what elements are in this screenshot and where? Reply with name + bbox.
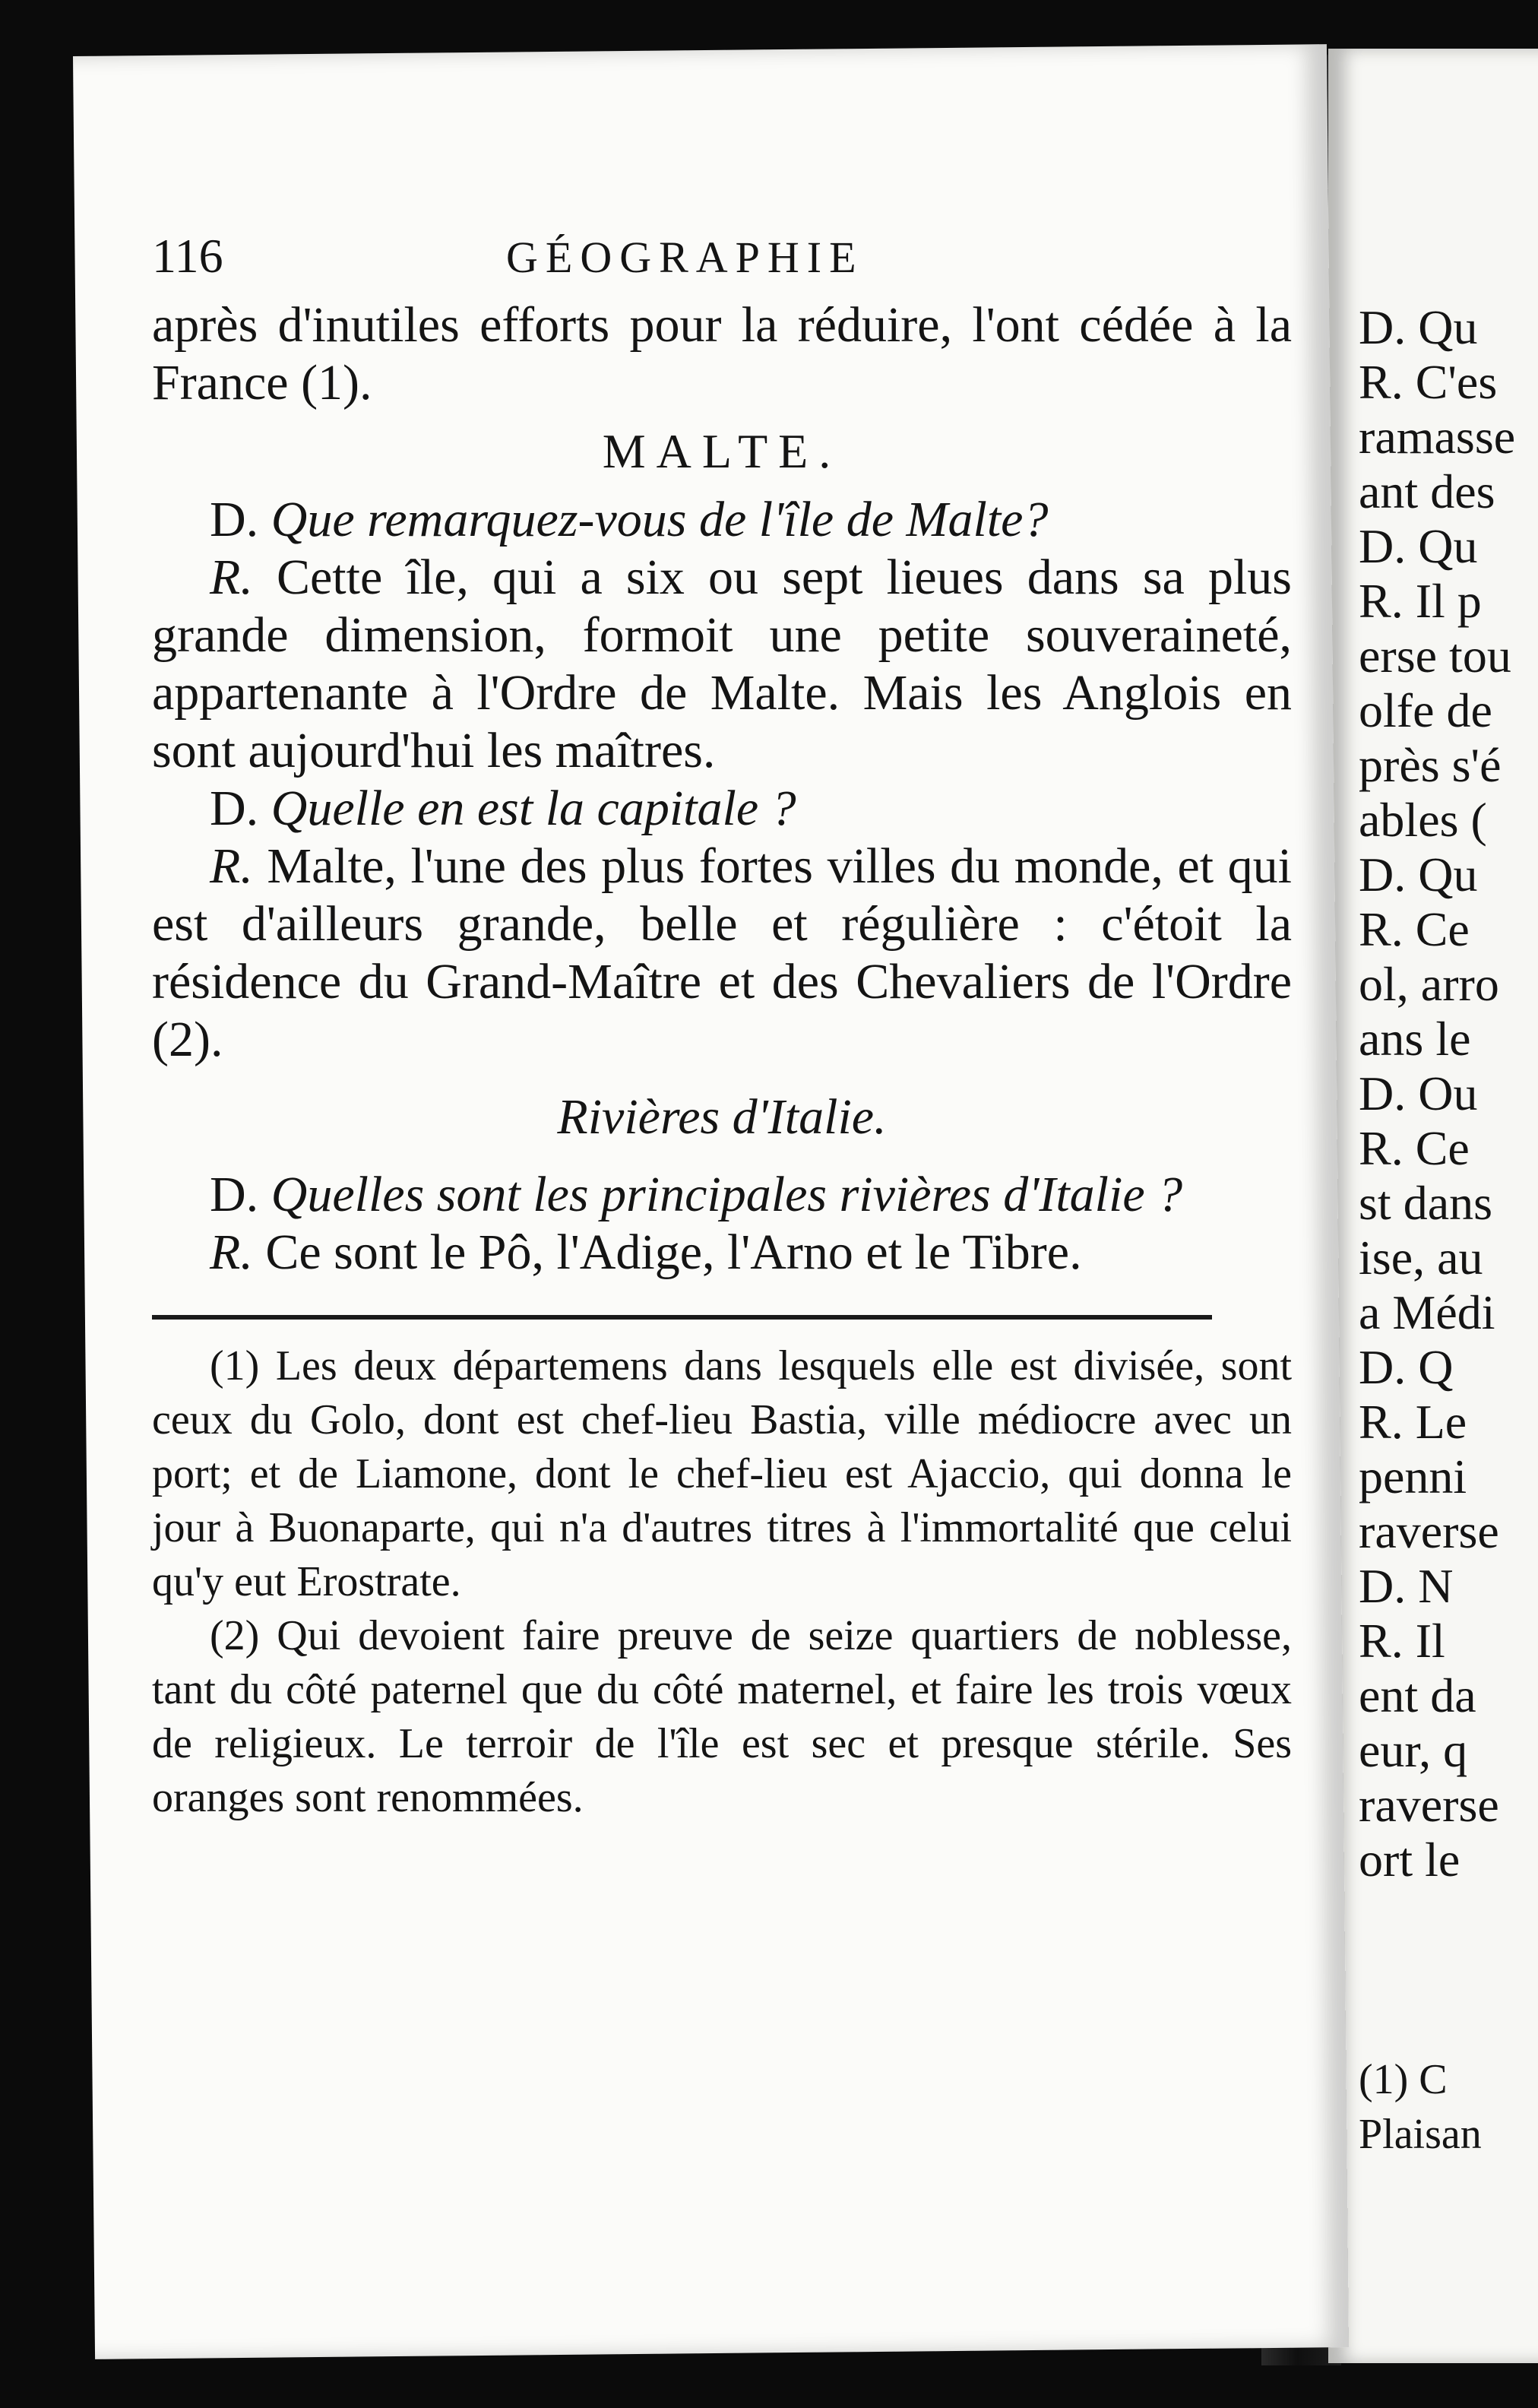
facing-line: R. Ce bbox=[1359, 1121, 1470, 1175]
facing-line: olfe de bbox=[1359, 683, 1492, 737]
answer-text: Malte, l'une des plus fortes villes du monde, et qui est d'ailleurs grande, belle et régulière : c'étoit la résidence du Grand-Maître et des Chevaliers de l'Ordre (2). bbox=[152, 838, 1292, 1067]
facing-line: ables ( bbox=[1359, 793, 1487, 847]
running-title: GÉOGRAPHIE bbox=[506, 233, 864, 282]
facing-footnote-line: (1) C bbox=[1359, 2056, 1448, 2103]
facing-line: ol, arro bbox=[1359, 957, 1499, 1011]
footnote-1: (1) Les deux départemens dans lesquels elle est divisée, sont ceux du Golo, dont est chef-lieu Bastia, ville médiocre avec un port; et de Liamone, dont le chef-lieu est Ajaccio, qui donna le jour à Buonaparte, qui n'a d'autres titres à l'immortalité que celui qu'y eut Erostrate. bbox=[152, 1342, 1292, 1605]
facing-line: R. Le bbox=[1359, 1395, 1467, 1449]
facing-line: R. Il p bbox=[1359, 574, 1482, 628]
facing-line: D. Ou bbox=[1359, 1066, 1478, 1120]
facing-line: penni bbox=[1359, 1450, 1467, 1503]
question-text: Que remarquez-vous de l'île de Malte? bbox=[271, 492, 1049, 547]
facing-line: ise, au bbox=[1359, 1231, 1483, 1285]
facing-line: st dans bbox=[1359, 1176, 1492, 1230]
answer-label: R. bbox=[210, 1225, 253, 1280]
facing-line: ent da bbox=[1359, 1668, 1476, 1722]
answer-paragraph bbox=[152, 838, 1292, 1069]
answer-paragraph bbox=[152, 1224, 1292, 1282]
question-paragraph bbox=[152, 1166, 1292, 1224]
facing-line: R. C'es bbox=[1359, 355, 1498, 409]
facing-line: R. Il bbox=[1359, 1614, 1445, 1668]
answer-label: R. bbox=[210, 838, 253, 894]
facing-line: D. Qu bbox=[1359, 519, 1478, 573]
page-number: 116 bbox=[152, 229, 223, 283]
facing-line: raverse bbox=[1359, 1504, 1499, 1558]
facing-footnote-line: Plaisan bbox=[1359, 2111, 1482, 2158]
answer-text: Ce sont le Pô, l'Adige, l'Arno et le Tibre. bbox=[265, 1225, 1082, 1280]
facing-line: raverse bbox=[1359, 1778, 1499, 1832]
answer-label: R. bbox=[210, 550, 253, 605]
facing-line: ans le bbox=[1359, 1012, 1471, 1066]
question-label: D. bbox=[210, 1167, 259, 1222]
facing-line: D. Qu bbox=[1359, 848, 1478, 901]
footnote-2: (2) Qui devoient faire preuve de seize quartiers de noblesse, tant du côté paternel que du côté maternel, et faire les trois vœux de religieux. Le terroir de l'île est sec et presque stérile. Ses oranges sont renommées. bbox=[152, 1612, 1292, 1821]
question-label: D. bbox=[210, 781, 259, 836]
page-header bbox=[152, 228, 1292, 296]
facing-line: ant des bbox=[1359, 464, 1495, 518]
question-paragraph bbox=[152, 491, 1292, 549]
subheading: Rivières d'Italie. bbox=[557, 1089, 887, 1145]
facing-line: eur, q bbox=[1359, 1723, 1468, 1777]
answer-text: Cette île, qui a six ou sept lieues dans sa plus grande dimension, formoit une petite souveraineté, appartenante à l'Ordre de Malte. Mais les Anglois en sont aujourd'hui les maîtres. bbox=[152, 550, 1292, 778]
facing-page bbox=[1328, 49, 1538, 2363]
footnote-rule bbox=[152, 1315, 1212, 1320]
facing-line: R. Ce bbox=[1359, 902, 1470, 956]
question-paragraph bbox=[152, 780, 1292, 838]
question-text: Quelles sont les principales rivières d'Italie ? bbox=[271, 1167, 1183, 1222]
facing-line: près s'é bbox=[1359, 738, 1502, 792]
facing-line: erse tou bbox=[1359, 629, 1511, 683]
facing-line: ramasse bbox=[1359, 410, 1516, 464]
facing-line: D. Q bbox=[1359, 1340, 1454, 1394]
continuation-paragraph: après d'inutiles efforts pour la réduire, l'ont cédée à la France (1). bbox=[152, 297, 1292, 410]
facing-line: ort le bbox=[1359, 1833, 1460, 1887]
facing-line: a Médi bbox=[1359, 1285, 1495, 1339]
body-text bbox=[152, 296, 1292, 1282]
answer-paragraph bbox=[152, 549, 1292, 780]
page-content bbox=[152, 228, 1292, 1825]
question-label: D. bbox=[210, 492, 259, 547]
facing-line: D. Qu bbox=[1359, 300, 1478, 354]
facing-line: D. N bbox=[1359, 1559, 1454, 1613]
section-heading: MALTE. bbox=[602, 424, 842, 478]
question-text: Quelle en est la capitale ? bbox=[271, 781, 796, 836]
footnotes bbox=[152, 1339, 1292, 1825]
